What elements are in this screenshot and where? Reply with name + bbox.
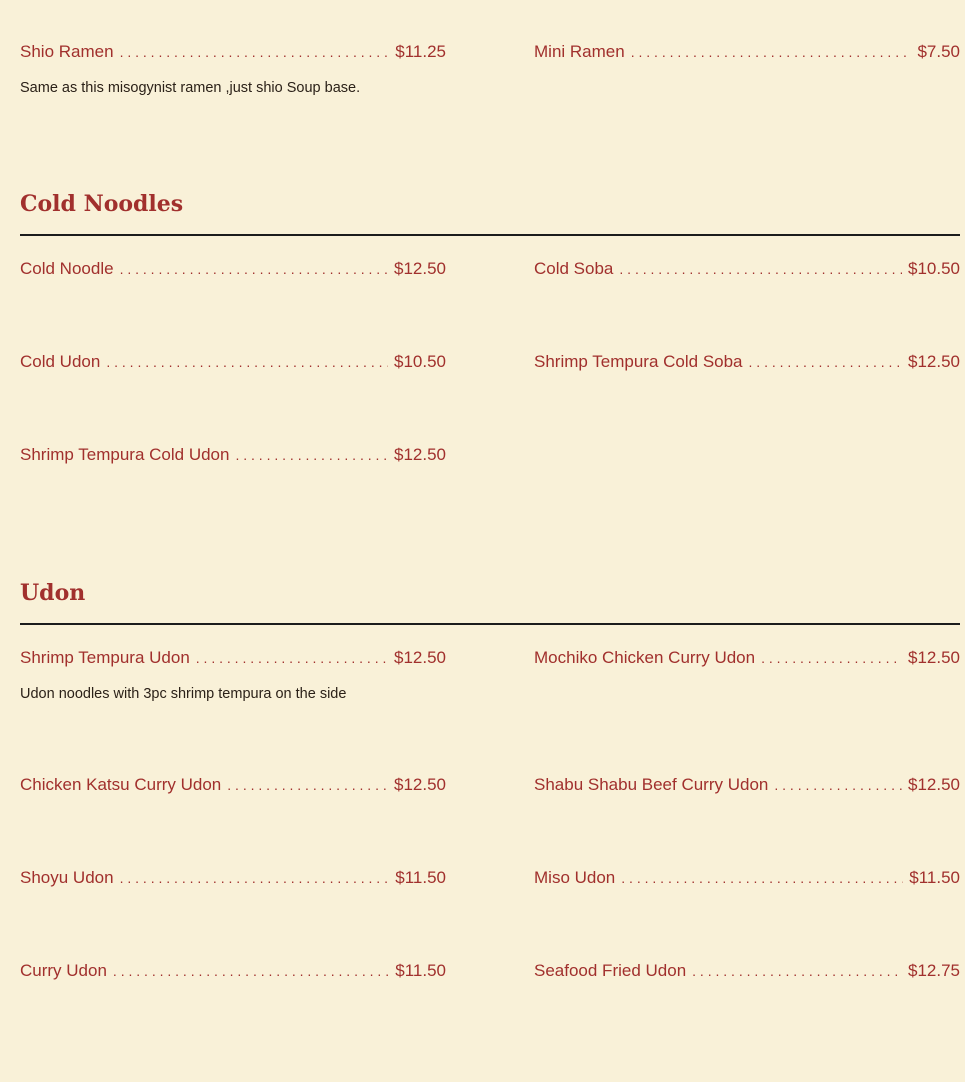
- item-name: Shoyu Udon: [20, 868, 114, 887]
- item-name: Miso Udon: [534, 868, 616, 887]
- item-price: $12.50: [394, 445, 446, 464]
- item-name: Shrimp Tempura Cold Udon: [20, 445, 230, 464]
- item-description: Same as this misogynist ramen ,just shio Soup base.: [20, 80, 361, 96]
- menu-item-miso-udon[interactable]: [534, 863, 960, 893]
- item-price: $12.50: [394, 259, 446, 278]
- item-price: $10.50: [908, 259, 960, 278]
- menu-item-seafood-fried-udon[interactable]: [534, 956, 960, 986]
- dot-leader: [235, 440, 388, 470]
- item-price: $11.50: [395, 961, 446, 980]
- section-title-udon: Udon: [20, 580, 86, 606]
- menu-item-mochiko-chicken-curry-udon[interactable]: [534, 643, 960, 673]
- item-price: $12.50: [908, 648, 960, 667]
- menu-item-shabu-shabu-beef-curry-udon[interactable]: [534, 770, 960, 800]
- item-name: Curry Udon: [20, 961, 107, 980]
- item-name: Shrimp Tempura Cold Soba: [534, 352, 743, 371]
- menu-item-cold-udon[interactable]: [20, 347, 446, 377]
- item-price: $12.50: [908, 775, 960, 794]
- item-name: Mini Ramen: [534, 42, 625, 61]
- dot-leader: [227, 770, 388, 800]
- item-name: Shrimp Tempura Udon: [20, 648, 190, 667]
- dot-leader: [120, 254, 388, 284]
- dot-leader: [106, 347, 388, 377]
- menu-item-shrimp-tempura-udon[interactable]: [20, 643, 446, 673]
- item-name: Cold Noodle: [20, 259, 114, 278]
- item-name: Chicken Katsu Curry Udon: [20, 775, 222, 794]
- dot-leader: [631, 37, 912, 67]
- menu-item-cold-noodle[interactable]: [20, 254, 446, 284]
- menu-row: [20, 254, 960, 284]
- section-title-cold-noodles: Cold Noodles: [20, 191, 184, 217]
- item-name: Mochiko Chicken Curry Udon: [534, 648, 756, 667]
- menu-item-cold-soba[interactable]: [534, 254, 960, 284]
- item-price: $12.75: [908, 961, 960, 980]
- menu-item-shrimp-tempura-cold-udon[interactable]: [20, 440, 446, 470]
- menu-row: [20, 863, 960, 893]
- menu-row: [20, 770, 960, 800]
- item-price: $12.50: [394, 648, 446, 667]
- item-price: $11.50: [909, 868, 960, 887]
- dot-leader: [196, 643, 388, 673]
- item-name: Cold Udon: [20, 352, 101, 371]
- dot-leader: [621, 863, 903, 893]
- dot-leader: [120, 37, 390, 67]
- menu-item-chicken-katsu-curry-udon[interactable]: [20, 770, 446, 800]
- item-price: $12.50: [394, 775, 446, 794]
- dot-leader: [120, 863, 390, 893]
- menu-row: [20, 643, 960, 673]
- menu-row: [20, 956, 960, 986]
- dot-leader: [113, 956, 389, 986]
- dot-leader: [749, 347, 902, 377]
- menu-item-curry-udon[interactable]: [20, 956, 446, 986]
- item-name: Seafood Fried Udon: [534, 961, 687, 980]
- section-divider: [20, 623, 960, 625]
- menu-item-shrimp-tempura-cold-soba[interactable]: [534, 347, 960, 377]
- item-name: Cold Soba: [534, 259, 614, 278]
- item-price: $12.50: [908, 352, 960, 371]
- item-price: $11.50: [395, 868, 446, 887]
- item-price: $7.50: [917, 42, 960, 61]
- section-divider: [20, 234, 960, 236]
- item-price: $10.50: [394, 352, 446, 371]
- item-name: Shio Ramen: [20, 42, 114, 61]
- dot-leader: [774, 770, 902, 800]
- dot-leader: [761, 643, 902, 673]
- menu-row: [20, 347, 960, 377]
- menu-row: [20, 37, 960, 67]
- item-description: Udon noodles with 3pc shrimp tempura on the side: [20, 686, 347, 702]
- dot-leader: [619, 254, 902, 284]
- menu-row: [20, 440, 960, 470]
- item-price: $11.25: [395, 42, 446, 61]
- menu-item-mini-ramen[interactable]: [534, 37, 960, 67]
- menu-item-shio-ramen[interactable]: [20, 37, 446, 67]
- dot-leader: [692, 956, 902, 986]
- menu-item-shoyu-udon[interactable]: [20, 863, 446, 893]
- item-name: Shabu Shabu Beef Curry Udon: [534, 775, 769, 794]
